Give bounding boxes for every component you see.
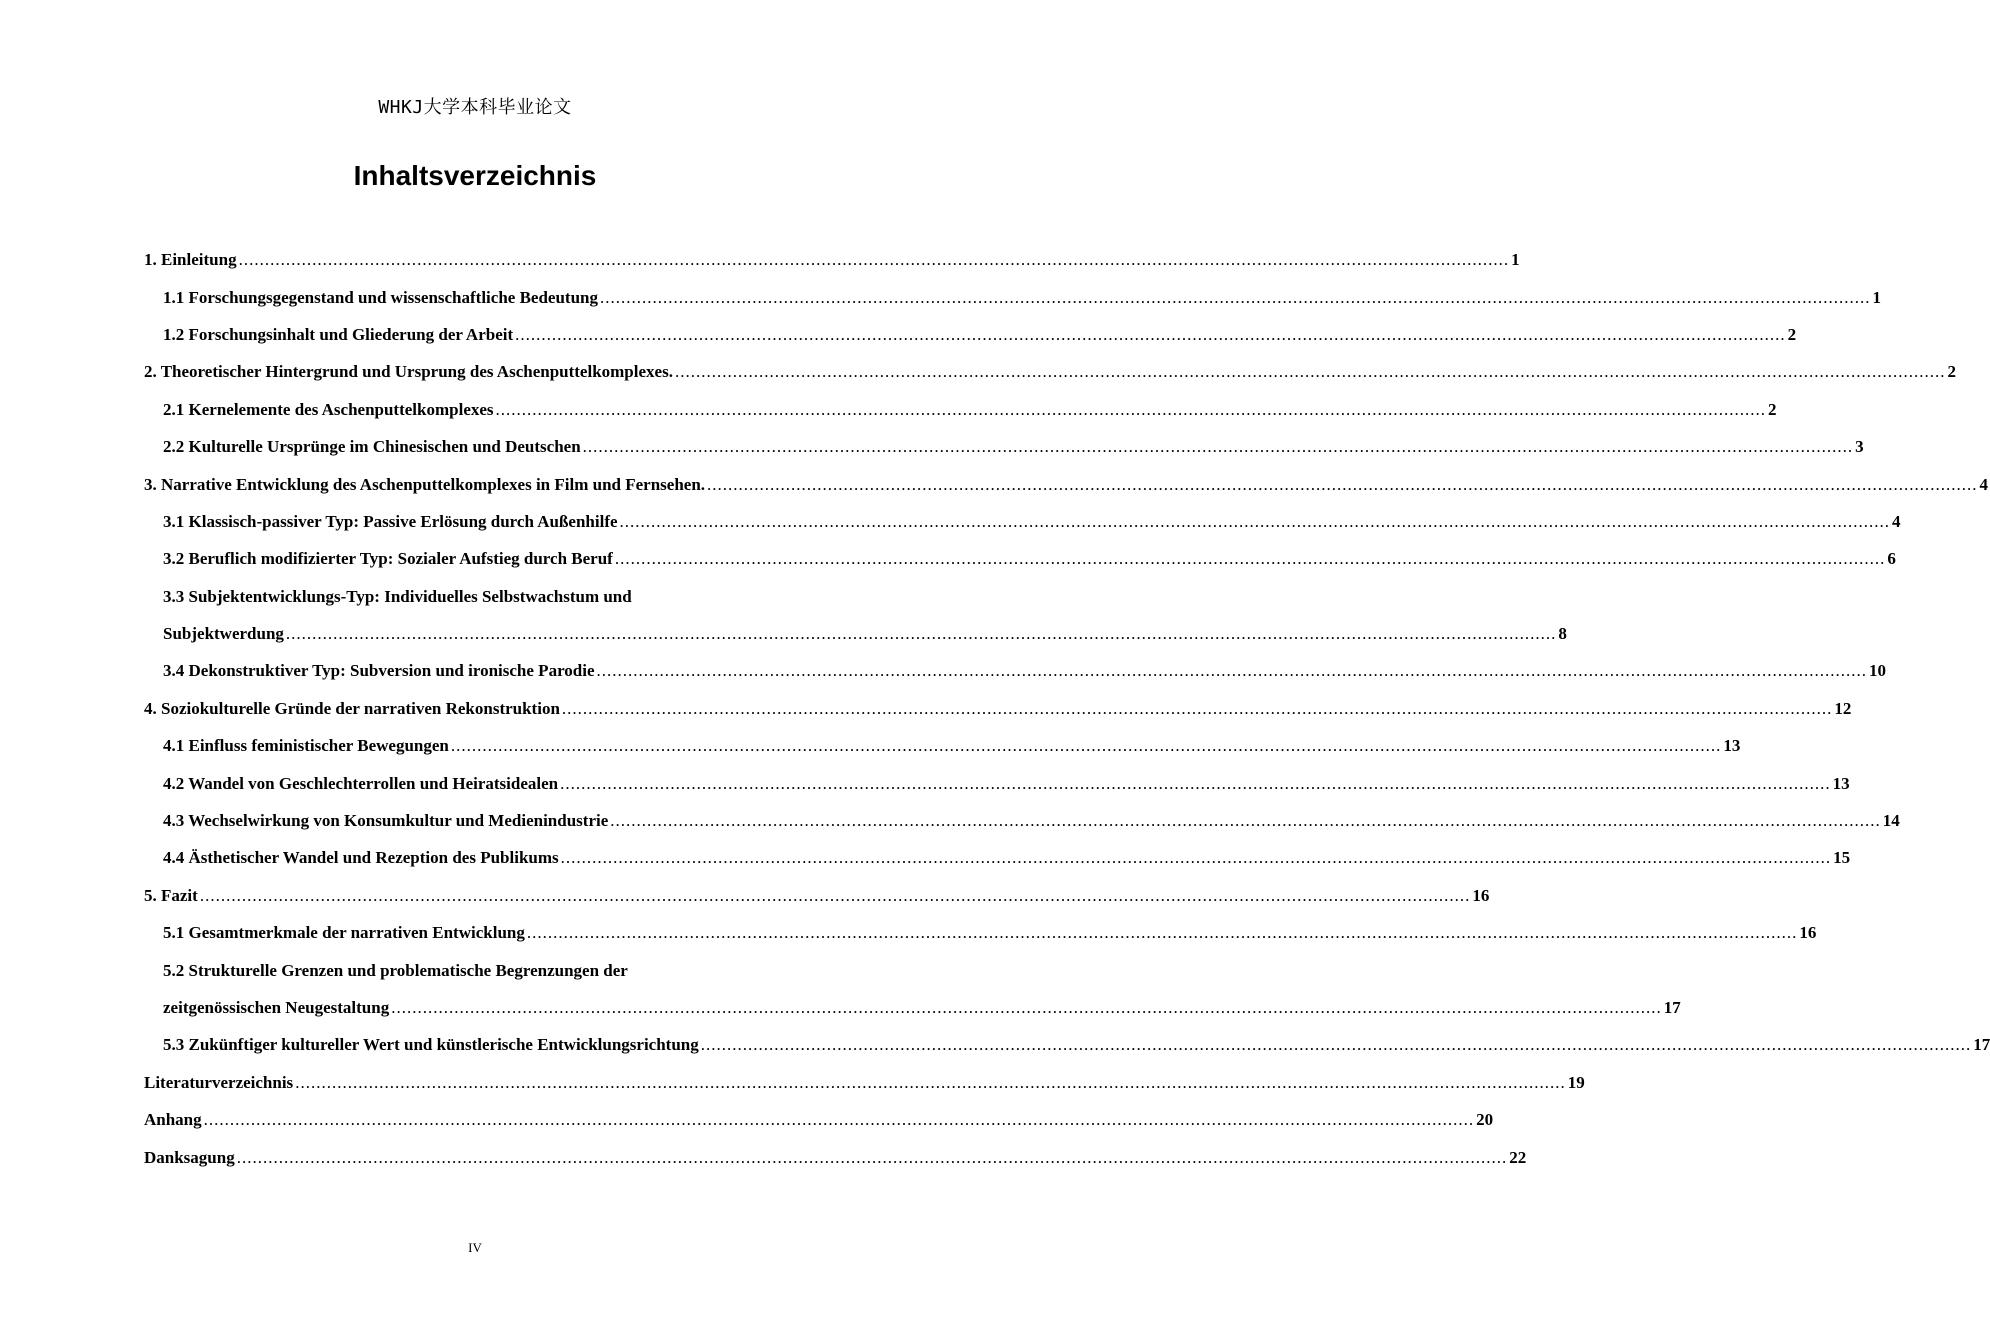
toc-entry-page: 8 bbox=[1558, 624, 1567, 644]
toc-entry-title: 3. Narrative Entwicklung des Aschenputtelkomplexes in Film und Fernsehen. bbox=[144, 474, 706, 494]
toc-dot-leader bbox=[496, 401, 1767, 418]
toc-dot-leader bbox=[583, 438, 1854, 455]
toc-entry-title: Danksagung bbox=[144, 1147, 235, 1167]
toc-entry-title: 2.2 Kulturelle Ursprünge im Chinesischen und Deutschen bbox=[163, 437, 581, 457]
toc-dot-leader bbox=[391, 999, 1662, 1016]
table-of-contents bbox=[144, 241, 1990, 1176]
toc-entry[interactable] bbox=[144, 241, 1520, 278]
toc-dot-leader bbox=[675, 363, 1946, 380]
toc-entry[interactable] bbox=[144, 652, 1887, 689]
toc-entry[interactable] bbox=[144, 951, 807, 988]
toc-entry-page: 1 bbox=[1511, 250, 1520, 270]
toc-entry-title: 1. Einleitung bbox=[144, 250, 237, 270]
toc-entry[interactable] bbox=[144, 540, 1896, 577]
page-title: Inhaltsverzeichnis bbox=[353, 160, 597, 191]
toc-entry-page: 2 bbox=[1787, 324, 1797, 344]
toc-entry-title: 2.1 Kernelemente des Aschenputtelkomplexes bbox=[163, 399, 494, 419]
toc-entry[interactable] bbox=[144, 503, 1901, 540]
toc-entry-title: 1.1 Forschungsgegenstand und wissenschaftliche Bedeutung bbox=[163, 287, 598, 307]
toc-entry[interactable] bbox=[144, 1138, 1527, 1175]
toc-entry-page: 13 bbox=[1832, 773, 1850, 793]
toc-entry-page: 19 bbox=[1567, 1072, 1585, 1092]
toc-entry[interactable] bbox=[144, 877, 1490, 914]
toc-dot-leader bbox=[610, 812, 1881, 829]
toc-entry-title: 3.4 Dekonstruktiver Typ: Subversion und ironische Parodie bbox=[163, 661, 595, 681]
toc-entry[interactable] bbox=[144, 690, 1852, 727]
toc-entry[interactable] bbox=[144, 615, 1567, 652]
toc-entry-title: 1.2 Forschungsinhalt und Gliederung der Arbeit bbox=[163, 324, 514, 344]
toc-entry-page: 3 bbox=[1855, 437, 1864, 457]
toc-entry[interactable] bbox=[144, 802, 1900, 839]
toc-entry-page: 4 bbox=[1979, 474, 1989, 494]
toc-entry-title: 5.2 Strukturelle Grenzen und problematische Begrenzungen der bbox=[163, 960, 628, 980]
toc-entry-page: 13 bbox=[1723, 736, 1741, 756]
toc-entry-page: 4 bbox=[1892, 511, 1901, 531]
toc-entry-title: 4.2 Wandel von Geschlechterrollen und Heiratsidealen bbox=[163, 773, 559, 793]
toc-dot-leader bbox=[600, 289, 1871, 306]
toc-entry-title: 3.2 Beruflich modifizierter Typ: Sozialer Aufstieg durch Beruf bbox=[163, 549, 613, 569]
toc-entry[interactable] bbox=[144, 989, 1681, 1026]
toc-entry[interactable] bbox=[144, 578, 807, 615]
toc-dot-leader bbox=[527, 924, 1798, 941]
toc-entry-page: 15 bbox=[1833, 848, 1851, 868]
toc-dot-leader bbox=[615, 550, 1886, 567]
toc-entry-title: Anhang bbox=[144, 1110, 202, 1130]
toc-entry-page: 2 bbox=[1768, 399, 1777, 419]
toc-entry-title: 4.3 Wechselwirkung von Konsumkultur und Medienindustrie bbox=[163, 811, 609, 831]
toc-entry[interactable] bbox=[144, 839, 1851, 876]
toc-entry-title: 5. Fazit bbox=[144, 885, 198, 905]
toc-dot-leader bbox=[701, 1036, 1972, 1053]
toc-entry[interactable] bbox=[144, 1101, 1494, 1138]
toc-dot-leader bbox=[515, 326, 1786, 343]
toc-entry-title: 3.3 Subjektentwicklungs-Typ: Individuelles Selbstwachstum und bbox=[163, 586, 632, 606]
toc-dot-leader bbox=[204, 1111, 1475, 1128]
toc-dot-leader bbox=[597, 662, 1868, 679]
toc-dot-leader bbox=[620, 513, 1891, 530]
toc-entry-page: 2 bbox=[1947, 362, 1956, 382]
toc-entry[interactable] bbox=[144, 727, 1741, 764]
toc-entry-title: 2. Theoretischer Hintergrund und Ursprung des Aschenputtelkomplexes. bbox=[144, 362, 673, 382]
toc-entry[interactable] bbox=[144, 278, 1881, 315]
toc-entry-title: Literaturverzeichnis bbox=[144, 1072, 294, 1092]
toc-dot-leader bbox=[237, 1149, 1508, 1166]
toc-entry-title: 4.1 Einfluss feministischer Bewegungen bbox=[163, 736, 449, 756]
toc-entry-page: 6 bbox=[1887, 549, 1896, 569]
toc-dot-leader bbox=[286, 625, 1557, 642]
toc-dot-leader bbox=[560, 775, 1831, 792]
toc-dot-leader bbox=[562, 700, 1833, 717]
toc-entry-page: 1 bbox=[1872, 287, 1881, 307]
toc-entry[interactable] bbox=[144, 316, 1797, 353]
toc-entry-title: zeitgenössischen Neugestaltung bbox=[163, 998, 390, 1017]
toc-dot-leader bbox=[707, 476, 1978, 493]
toc-entry-page: 14 bbox=[1882, 811, 1900, 831]
toc-entry[interactable] bbox=[144, 391, 1777, 428]
toc-entry[interactable] bbox=[144, 353, 1956, 390]
toc-entry-page: 16 bbox=[1799, 923, 1817, 943]
toc-entry[interactable] bbox=[144, 428, 1864, 465]
toc-dot-leader bbox=[451, 737, 1722, 754]
toc-dot-leader bbox=[295, 1074, 1566, 1091]
toc-entry[interactable] bbox=[144, 1064, 1585, 1101]
toc-entry-title: 5.1 Gesamtmerkmale der narrativen Entwicklung bbox=[163, 923, 525, 943]
toc-entry-title: Subjektwerdung bbox=[163, 624, 284, 644]
toc-dot-leader bbox=[239, 251, 1510, 268]
toc-entry-page: 10 bbox=[1869, 661, 1887, 681]
toc-entry-title: 5.3 Zukünftiger kultureller Wert und künstlerische Entwicklungsrichtung bbox=[163, 1035, 699, 1055]
toc-entry[interactable] bbox=[144, 465, 1989, 502]
toc-entry-page: 22 bbox=[1509, 1147, 1527, 1167]
toc-entry-title: 4. Soziokulturelle Gründe der narrativen Rekonstruktion bbox=[144, 698, 560, 718]
toc-dot-leader bbox=[561, 849, 1832, 866]
toc-entry-page: 17 bbox=[1663, 998, 1681, 1017]
toc-entry[interactable] bbox=[144, 914, 1817, 951]
toc-entry[interactable] bbox=[144, 1026, 1990, 1063]
toc-entry[interactable] bbox=[144, 764, 1850, 801]
toc-entry-title: 3.1 Klassisch-passiver Typ: Passive Erlösung durch Außenhilfe bbox=[163, 511, 618, 531]
toc-entry-page: 20 bbox=[1476, 1110, 1494, 1130]
thesis-header: WHKJ大学本科毕业论文 bbox=[378, 97, 572, 118]
toc-entry-page: 12 bbox=[1834, 698, 1852, 718]
toc-entry-page: 17 bbox=[1973, 1035, 1990, 1055]
toc-entry-title: 4.4 Ästhetischer Wandel und Rezeption des Publikums bbox=[163, 848, 559, 868]
toc-dot-leader bbox=[200, 887, 1471, 904]
toc-entry-page: 16 bbox=[1472, 885, 1490, 905]
page-number: IV bbox=[468, 1240, 482, 1255]
